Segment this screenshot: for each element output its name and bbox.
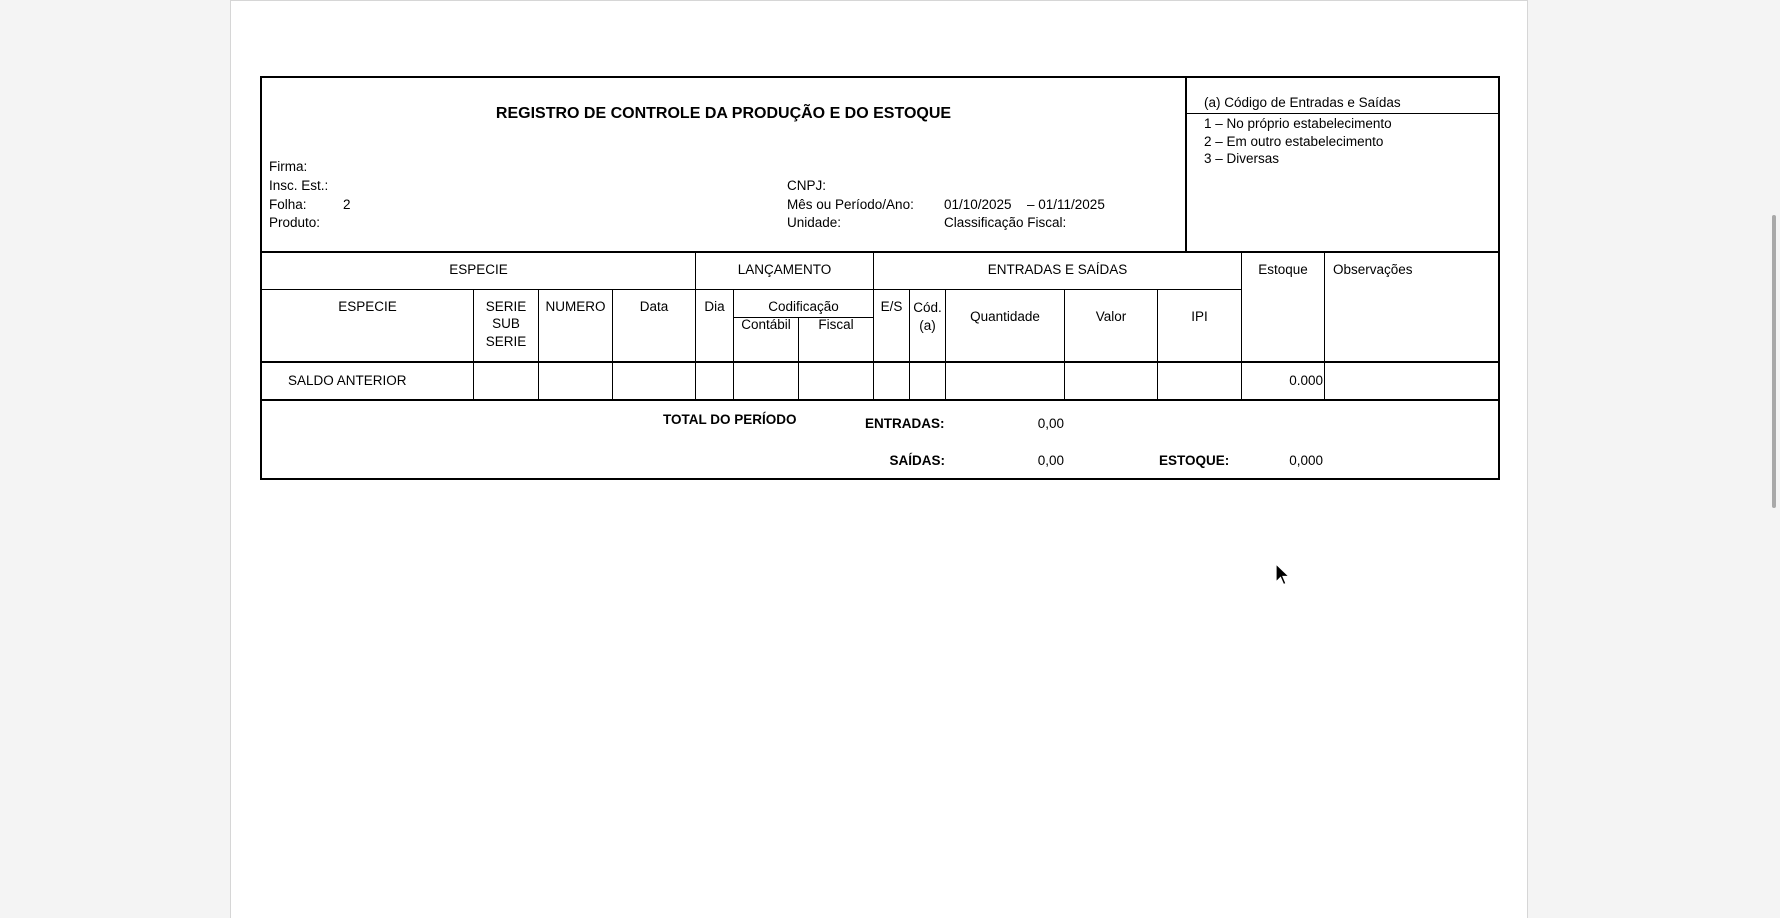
frame-top bbox=[260, 76, 1500, 78]
entradas-value: 0,00 bbox=[1037, 416, 1064, 431]
col-valor: Valor bbox=[1095, 309, 1127, 324]
col-dia: Dia bbox=[704, 299, 725, 314]
frame-right bbox=[1498, 76, 1500, 480]
group-header-line bbox=[260, 289, 1241, 290]
col-especie: ESPECIE bbox=[338, 299, 397, 314]
group-entradas-saidas: ENTRADAS E SAÍDAS bbox=[987, 262, 1128, 277]
periodo-label: Mês ou Período/Ano: bbox=[787, 197, 914, 212]
vline-valor bbox=[1064, 289, 1065, 400]
group-especie: ESPECIE bbox=[449, 262, 508, 277]
col-quantidade: Quantidade bbox=[970, 309, 1040, 324]
report-title: REGISTRO DE CONTROLE DA PRODUÇÃO E DO ESTOQUE bbox=[495, 105, 952, 122]
col-estoque: Estoque bbox=[1258, 262, 1308, 277]
total-periodo-label: TOTAL DO PERÍODO bbox=[663, 412, 797, 427]
col-ipi: IPI bbox=[1191, 309, 1208, 324]
col-codificacao: Codificação bbox=[768, 299, 839, 314]
row-bottom bbox=[260, 399, 1500, 401]
col-data: Data bbox=[639, 299, 669, 314]
document-page bbox=[230, 0, 1528, 918]
legend-item-3: 3 – Diversas bbox=[1204, 151, 1280, 166]
vertical-scrollbar[interactable] bbox=[1763, 0, 1780, 918]
header-divider bbox=[1185, 76, 1187, 253]
classificacao-label: Classificação Fiscal: bbox=[944, 215, 1067, 230]
entradas-label: ENTRADAS: bbox=[865, 416, 945, 431]
legend-title-line bbox=[1185, 113, 1499, 114]
vline-quantidade bbox=[945, 289, 946, 400]
estoque-value: 0,000 bbox=[1289, 453, 1323, 468]
col-contabil: Contábil bbox=[741, 317, 791, 332]
firma-label: Firma: bbox=[269, 159, 308, 174]
vline-ipi bbox=[1157, 289, 1158, 400]
folha-label: Folha: bbox=[269, 197, 307, 212]
col-fiscal: Fiscal bbox=[818, 317, 854, 332]
col-numero: NUMERO bbox=[545, 299, 606, 314]
legend-item-1: 1 – No próprio estabelecimento bbox=[1204, 116, 1392, 131]
col-header-bottom bbox=[260, 361, 1500, 363]
mouse-cursor-icon bbox=[1275, 563, 1291, 587]
col-serie-2: SERIE bbox=[485, 334, 527, 349]
produto-label: Produto: bbox=[269, 215, 321, 230]
periodo-start: 01/10/2025 bbox=[944, 197, 1012, 212]
col-serie: SERIE bbox=[485, 299, 527, 314]
vline-observacoes bbox=[1324, 251, 1325, 400]
col-sub: SUB bbox=[492, 316, 520, 331]
col-cod: Cód. bbox=[913, 300, 942, 315]
col-observacoes: Observações bbox=[1333, 262, 1413, 277]
cnpj-label: CNPJ: bbox=[787, 178, 827, 193]
header-bottom-line bbox=[260, 251, 1500, 253]
group-lancamento: LANÇAMENTO bbox=[737, 262, 832, 277]
scrollbar-thumb[interactable] bbox=[1772, 215, 1776, 508]
frame-left bbox=[260, 76, 262, 480]
unidade-label: Unidade: bbox=[787, 215, 842, 230]
periodo-end: – 01/11/2025 bbox=[1027, 197, 1105, 212]
saidas-value: 0,00 bbox=[1037, 453, 1064, 468]
legend-item-2: 2 – Em outro estabelecimento bbox=[1204, 134, 1384, 149]
row-estoque-value: 0.000 bbox=[1289, 373, 1323, 388]
col-es: E/S bbox=[880, 299, 903, 314]
saidas-label: SAÍDAS: bbox=[889, 453, 945, 468]
folha-value: 2 bbox=[343, 197, 351, 212]
insc-est-label: Insc. Est.: bbox=[269, 178, 329, 193]
legend-title: (a) Código de Entradas e Saídas bbox=[1204, 95, 1401, 110]
frame-bottom bbox=[260, 478, 1500, 480]
estoque-label: ESTOQUE: bbox=[1159, 453, 1230, 468]
col-cod-a: (a) bbox=[919, 318, 936, 333]
row-saldo-anterior: SALDO ANTERIOR bbox=[288, 373, 407, 388]
